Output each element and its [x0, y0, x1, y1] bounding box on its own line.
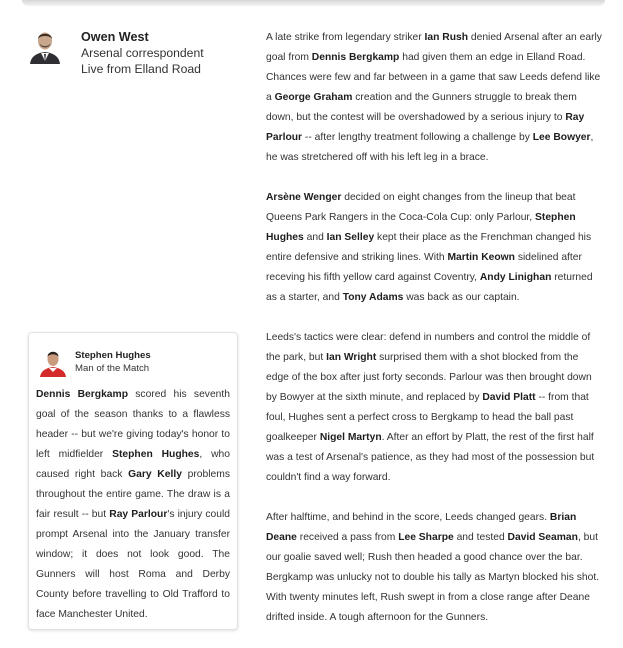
highlighted-name: Ian Selley [326, 232, 375, 243]
highlighted-name: Andy Linighan [479, 272, 552, 283]
author-location: Live from Elland Road [81, 62, 201, 76]
highlighted-name: Stephen Hughes [112, 449, 200, 460]
text-run: returned as a starter, and [266, 272, 593, 303]
highlighted-name: Ian Rush [424, 32, 468, 43]
motm-summary [36, 385, 230, 625]
highlighted-name: Ray Parlour [109, 509, 168, 520]
highlighted-name: David Platt [482, 392, 536, 403]
author-byline [28, 28, 238, 80]
highlighted-name: Dennis Bergkamp [311, 52, 400, 63]
text-run: -- after lengthy treatment following a challenge by [302, 132, 533, 143]
motm-label: Man of the Match [75, 362, 150, 374]
text-run: surprised them with a shot blocked from the edge of the box after just forty seconds. Parlour was then brought down by Bowyer at the sixth minute, and replaced by [266, 352, 592, 403]
highlighted-name: Ray Parlour [266, 112, 585, 143]
article-paragraph [266, 188, 602, 308]
author-role: Arsenal correspondent [81, 46, 204, 60]
text-run: scored his seventh goal of the season thanks to a flawless header -- but we're giving today's honor to left midfielder [36, 389, 230, 460]
motm-name: Stephen Hughes [75, 350, 151, 361]
highlighted-name: Ian Wright [326, 352, 377, 363]
text-run: and tested [453, 532, 508, 543]
article-paragraph [266, 508, 602, 628]
text-run: -- from that foul, Hughes sent a perfect cross to Bergkamp to head the ball past goalkeeper [266, 392, 589, 443]
text-run: A late strike from legendary striker [266, 32, 425, 43]
highlighted-name: Martin Keown [447, 252, 515, 263]
text-run: kept their place as the Frenchman changed his entire defensive and striking lines. With [266, 232, 592, 263]
text-run: After halftime, and behind in the score, Leeds changed gears. [266, 512, 550, 523]
author-name: Owen West [81, 30, 149, 44]
highlighted-name: Tony Adams [342, 292, 404, 303]
text-run: was back as our captain. [403, 292, 520, 303]
highlighted-name: Brian Deane [266, 512, 577, 543]
article-paragraph [266, 28, 602, 168]
text-run: decided on eight changes from the lineup that beat Queens Park Rangers in the Coca-Cola Cup: only Parlour, [266, 192, 576, 223]
text-run: creation and the Gunners struggle to break them down, but the contest will be overshadowed by a serious injury to [266, 92, 577, 123]
text-run: had given them an edge in Elland Road. Chances were few and far between in a game that saw Leeds defend like a [266, 52, 601, 103]
text-run: , he was stretchered off with his left leg in a brace. [266, 132, 594, 163]
highlighted-name: Nigel Martyn [319, 432, 382, 443]
text-run: received a pass from [296, 532, 399, 543]
highlighted-name: Lee Sharpe [398, 532, 454, 543]
text-run: 's injury could prompt Arsenal into the January transfer window; it does not look good. The Gunners will host Roma and Derby County before travelling to Old Trafford to face Manchester United. [36, 509, 230, 620]
text-run: sidelined after receving his fifth yellow card against Coventry, [266, 252, 582, 283]
text-run: and [303, 232, 327, 243]
man-of-the-match-card [28, 332, 238, 630]
text-run: denied Arsenal after an early goal from [266, 32, 602, 63]
highlighted-name: David Seaman [507, 532, 578, 543]
text-run: , who caused right back [36, 449, 230, 480]
author-avatar [28, 28, 62, 64]
text-run: problems throughout the entire game. The draw is a fair result -- but [36, 469, 230, 520]
text-run: , but our goalie saved well; Rush then headed a good chance over the bar. Bergkamp was unlucky not to double his tally as Martyn blocked his shot. With twenty minutes left, Rush swept in from a close range after Deane drifted inside. A tough afternoon for the Gunners. [266, 532, 600, 623]
motm-header [39, 347, 229, 377]
highlighted-name: Dennis Bergkamp [36, 389, 128, 400]
highlighted-name: Stephen Hughes [266, 212, 576, 243]
article-body [266, 28, 602, 648]
text-run: Leeds's tactics were clear: defend in numbers and control the middle of the park, but [266, 332, 591, 363]
motm-avatar [39, 347, 67, 377]
top-divider [22, 0, 605, 6]
article-paragraph [266, 328, 602, 488]
highlighted-name: Gary Kelly [128, 469, 182, 480]
highlighted-name: Arsène Wenger [266, 192, 342, 203]
highlighted-name: Lee Bowyer [532, 132, 591, 143]
highlighted-name: George Graham [274, 92, 353, 103]
text-run: . After an effort by Platt, the rest of the first half was a test of Arsenal's patience, as they had most of the possession but couldn't find a way forward. [266, 432, 595, 483]
